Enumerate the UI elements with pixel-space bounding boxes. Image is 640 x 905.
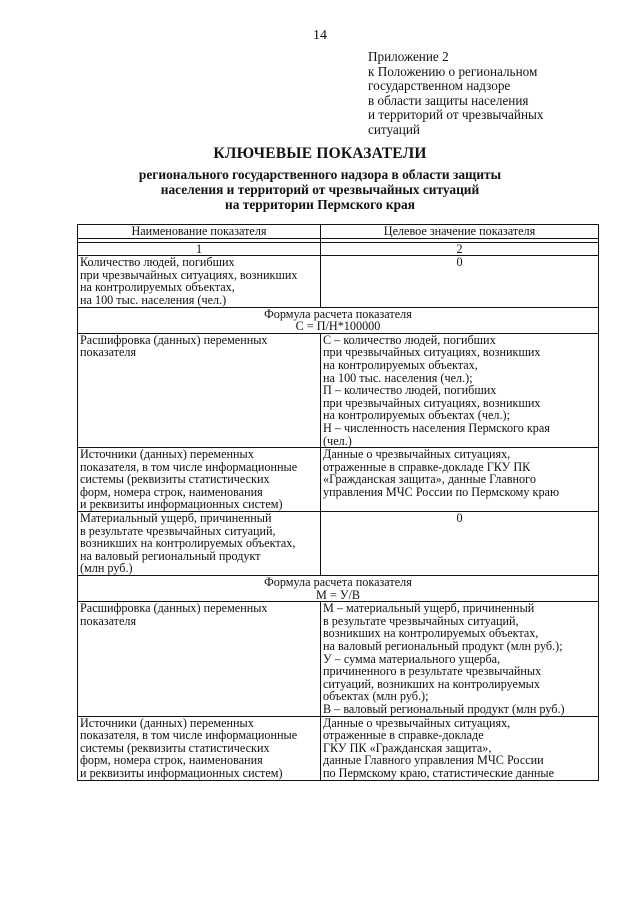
- sources-label-cell-line: форм, номера строк, наименования: [80, 484, 263, 499]
- appendix-line: ситуаций: [368, 121, 420, 137]
- variables-label-cell-line: Расшифровка (данных) переменных: [80, 332, 268, 347]
- variables-value-cell-line: на контролируемых объектах,: [323, 357, 478, 372]
- column-number-2: 2: [321, 242, 599, 256]
- sources-value-cell: [321, 448, 599, 512]
- sources-value-cell-line: Данные о чрезвычайных ситуациях,: [323, 715, 511, 730]
- sources-value-cell: [321, 716, 599, 780]
- variables-label-cell: [78, 333, 321, 447]
- variables-value-cell-line: ситуаций, возникших на контролируемых: [323, 676, 540, 691]
- appendix-line: Приложение 2: [368, 49, 449, 64]
- variables-value-cell: [321, 333, 599, 447]
- indicator-name-cell-line: (млн руб.): [80, 561, 133, 576]
- sources-value-cell-line: Данные о чрезвычайных ситуациях,: [323, 447, 511, 462]
- sources-label-cell-line: Источники (данных) переменных: [80, 715, 254, 730]
- variables-value-cell-line: В – валовый региональный продукт (млн руб.): [323, 701, 565, 716]
- formula-cell-line: С = П/Н*100000: [295, 319, 381, 334]
- variables-row: [78, 602, 599, 716]
- sources-label-cell-line: системы (реквизиты статистических: [80, 472, 270, 487]
- formula-cell-line: Формула расчета показателя: [264, 575, 412, 590]
- indicator-name-cell: [78, 512, 321, 576]
- variables-value-cell-line: в результате чрезвычайных ситуаций,: [323, 613, 519, 628]
- formula-row: [78, 576, 599, 602]
- indicator-name-cell-line: на контролируемых объектах,: [80, 280, 235, 295]
- sources-label-cell-line: форм, номера строк, наименования: [80, 753, 263, 768]
- indicator-target-cell: [321, 512, 599, 576]
- variables-label-cell-line: Расшифровка (данных) переменных: [80, 601, 268, 616]
- formula-row: [78, 307, 599, 333]
- sources-value-cell-line: отраженные в справке-докладе ГКУ ПК: [323, 459, 531, 474]
- variables-value-cell-line: при чрезвычайных ситуациях, возникших: [323, 395, 541, 410]
- indicator-name-cell-line: на 100 тыс. населения (чел.): [80, 292, 227, 307]
- appendix-line: в области защиты населения: [368, 92, 529, 108]
- sources-label-cell-line: и реквизиты информационных систем): [80, 497, 283, 512]
- sources-label-cell: [78, 448, 321, 512]
- formula-cell-line: М = У/В: [316, 587, 360, 602]
- column-number-row: [78, 242, 599, 256]
- formula-cell: [78, 576, 599, 602]
- variables-value-cell-line: Н – численность населения Пермского края: [323, 420, 550, 435]
- variables-label-cell-line: показателя: [80, 613, 137, 628]
- variables-value-cell-line: (чел.): [323, 433, 352, 448]
- header-cell-target: Целевое значение показателя: [321, 225, 599, 239]
- sources-row: [78, 448, 599, 512]
- variables-label-cell-line: показателя: [80, 345, 137, 360]
- variables-value-cell-line: П – количество людей, погибших: [323, 383, 497, 398]
- sources-label-cell: [78, 716, 321, 780]
- variables-value-cell-line: на контролируемых объектах (чел.);: [323, 408, 510, 423]
- subtitle-line: регионального государственного надзора в области защиты: [138, 167, 502, 182]
- indicator-name-cell: [78, 256, 321, 307]
- indicator-name-cell-line: возникших на контролируемых объектах,: [80, 536, 296, 551]
- indicator-row: [78, 256, 599, 307]
- indicator-target-cell-line: 0: [456, 511, 463, 526]
- indicator-name-cell-line: при чрезвычайных ситуациях, возникших: [80, 267, 298, 282]
- indicator-target-cell-line: 0: [456, 255, 463, 270]
- page-number: 14: [313, 28, 327, 43]
- appendix-line: к Положению о региональном: [368, 63, 538, 79]
- table-header-row: [78, 225, 599, 239]
- sources-value-cell-line: «Гражданская защита», данные Главного: [323, 472, 536, 487]
- indicator-name-cell-line: Материальный ущерб, причиненный: [80, 511, 272, 526]
- formula-cell-line: Формула расчета показателя: [264, 306, 412, 321]
- appendix-line: государственном надзоре: [368, 78, 511, 94]
- sources-value-cell-line: ГКУ ПК «Гражданская защита»,: [323, 740, 492, 755]
- sources-value-cell-line: данные Главного управления МЧС России: [323, 753, 544, 768]
- sources-label-cell-line: показателя, в том числе информационные: [80, 459, 298, 474]
- variables-value-cell-line: С – количество людей, погибших: [323, 332, 496, 347]
- variables-value-cell: [321, 602, 599, 716]
- indicator-row: [78, 512, 599, 576]
- variables-value-cell-line: У – сумма материального ущерба,: [323, 651, 501, 666]
- sources-label-cell-line: Источники (данных) переменных: [80, 447, 254, 462]
- indicators-table-body: [78, 225, 599, 781]
- variables-value-cell-line: на 100 тыс. населения (чел.);: [323, 370, 473, 385]
- indicator-name-cell-line: на валовый региональный продукт: [80, 548, 261, 563]
- subtitle-line: на территории Пермского края: [224, 197, 415, 212]
- indicator-name-cell-line: Количество людей, погибших: [80, 255, 235, 270]
- document-subtitle: [0, 167, 640, 212]
- sources-label-cell-line: показателя, в том числе информационные: [80, 728, 298, 743]
- indicator-target-cell: [321, 256, 599, 307]
- sources-value-cell-line: отраженные в справке-докладе: [323, 728, 484, 743]
- subtitle-line: населения и территорий от чрезвычайных ситуаций: [160, 182, 480, 197]
- variables-label-cell: [78, 602, 321, 716]
- variables-value-cell-line: причиненного в результате чрезвычайных: [323, 664, 542, 679]
- sources-label-cell-line: и реквизиты информационных систем): [80, 765, 283, 780]
- formula-cell: [78, 307, 599, 333]
- indicator-name-cell-line: в результате чрезвычайных ситуаций,: [80, 523, 276, 538]
- sources-value-cell-line: по Пермскому краю, статистические данные: [323, 765, 555, 780]
- sources-row: [78, 716, 599, 780]
- sources-label-cell-line: системы (реквизиты статистических: [80, 740, 270, 755]
- variables-value-cell-line: возникших на контролируемых объектах,: [323, 626, 539, 641]
- variables-value-cell-line: М – материальный ущерб, причиненный: [323, 601, 535, 616]
- column-number-1: 1: [78, 242, 321, 256]
- variables-value-cell-line: на валовый региональный продукт (млн руб.);: [323, 639, 563, 653]
- indicators-table: [77, 224, 599, 781]
- appendix-note: [368, 50, 628, 138]
- document-title: КЛЮЧЕВЫЕ ПОКАЗАТЕЛИ: [213, 145, 427, 162]
- sources-value-cell-line: управления МЧС России по Пермскому краю: [323, 484, 560, 499]
- variables-value-cell-line: при чрезвычайных ситуациях, возникших: [323, 345, 541, 360]
- header-cell-name: Наименование показателя: [78, 225, 321, 239]
- variables-value-cell-line: объектах (млн руб.);: [323, 689, 429, 704]
- appendix-line: и территорий от чрезвычайных: [368, 107, 544, 123]
- variables-row: [78, 333, 599, 447]
